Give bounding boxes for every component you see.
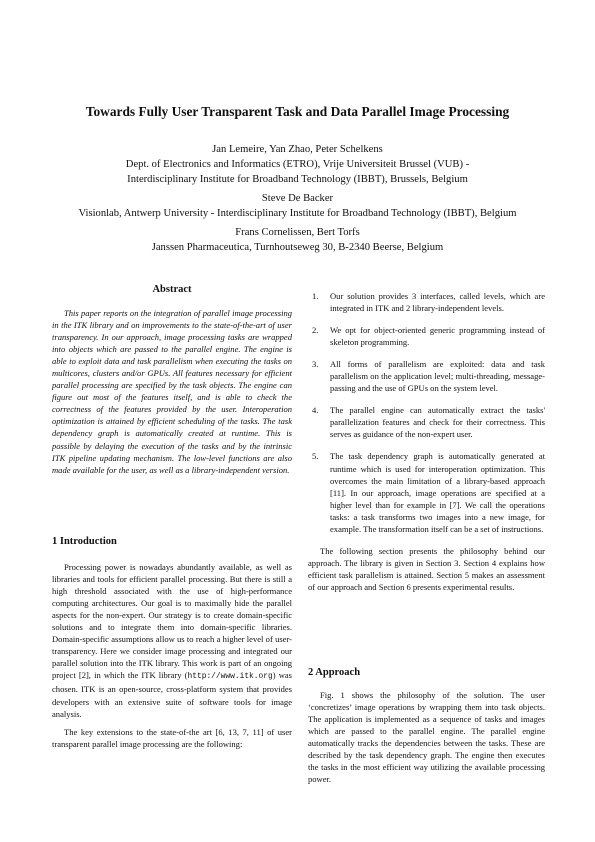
affiliation-line: Dept. of Electronics and Informatics (ETRO), Vrije Universiteit Brussel (VUB) - — [125, 159, 470, 170]
list-item-number: 4. — [312, 405, 319, 416]
intro-text: Processing power is nowadays abundantly available, as well as libraries and tools for efficient parallel processing. But there is still a high threshold associated with the use of high-performance computing architectures. Our goal is to maximally hide the parallel aspects for the non-expert. Our strategy is to create domain-specific solutions and to integrate them into domain-specific libraries. Domain-specific assumptions allow us to reach a higher level of user-transparency. Here we consider image processing and integrated our parallel solution into the ITK library. This work is part of an ongoing project [2], in which the ITK library ( — [52, 562, 292, 681]
list-item-text: The task dependency graph is automatically generated at runtime which is used for interoperation optimization. This overcomes the main limitation of a library-based approach [11]. In our approach, image operations are specified at a higher level than for example in [7]. We call the operations tasks: a task transforms two images into a new image, for example. The transformation itself can be a set of instructions. — [330, 451, 545, 534]
list-item-text: Our solution provides 3 interfaces, called levels, which are integrated in ITK and 2 library-independent levels. — [330, 291, 545, 314]
paper-title: Towards Fully User Transparent Task and Data Parallel Image Processing — [85, 104, 510, 119]
approach-paragraph: Fig. 1 shows the philosophy of the solution. The user ‘concretizes’ image operations by wrapping them into task objects. The application is implemented as a sequence of tasks and images which are passed to the parallel engine. The parallel engine automatically tracks the dependencies between the tasks. These are described by the task dependency graph. The engine then executes the tasks in the most efficient way utilizing the available processing power. — [308, 690, 545, 785]
list-item-text: We opt for object-oriented generic programming instead of skeleton programming. — [330, 325, 545, 348]
contribution-list-column — [308, 290, 545, 593]
introduction-body — [52, 561, 292, 750]
abstract-text: This paper reports on the integration of parallel image processing in the ITK library and on improvements to the state-of-the-art of user transparency. In our approach, image processing tasks are wrapped into objects which are passed to the parallel engine. The engine is able to exploit data and task parallelism when executing the tasks on multicores, clusters and/or GPUs. All features necessary for efficient parallel processing are specified by the task objects. The engine can figure out most of the features itself, and is able to check the correctness of the features provided by the user. Interoperation optimization is attained by efficient scheduling of the tasks. The task dependency graph is automatically created at runtime. This is possible by delaying the execution of the tasks and by the intrinsic ITK pipeline updating mechanism. The low-level functions are also made available for the user, as well as a library-independent version. — [52, 308, 292, 475]
author-line: Steve De Backer — [261, 193, 334, 204]
list-item-text: The parallel engine can automatically extract the tasks' parallelization features and check for their correctness. This serves as guidance of the non-expert user. — [330, 405, 545, 440]
itk-url-link[interactable]: http://www.itk.org — [187, 672, 273, 682]
affiliation-line: Interdisciplinary Institute for Broadband Technology (IBBT), Brussels, Belgium — [127, 174, 468, 185]
list-item-text: All forms of parallelism are exploited: data and task parallelism on the application level; multi-threading, message-passing and the use of GPUs on the system level. — [330, 359, 545, 394]
list-item-number: 5. — [312, 451, 319, 462]
author-line: Jan Lemeire, Yan Zhao, Peter Schelkens — [212, 144, 383, 155]
approach-body — [308, 689, 545, 785]
intro-paragraph-2: The key extensions to the state-of-the art [6, 13, 7, 11] of user transparent parallel image processing are the following: — [52, 726, 292, 749]
list-item — [308, 450, 545, 534]
list-item — [308, 324, 545, 348]
overview-paragraph: The following section presents the philosophy behind our approach. The library is given in Section 3. Section 4 explains how efficient task parallelism is attained. Section 5 makes an assessment of our approach and Section 6 presents experimental results. — [308, 545, 545, 592]
list-item — [308, 290, 545, 314]
section-heading-approach: 2 Approach — [308, 667, 361, 678]
list-item-number: 1. — [312, 291, 319, 301]
list-item — [308, 358, 545, 394]
list-item-number: 3. — [312, 359, 319, 370]
intro-text: ) was chosen. ITK is an open-source, cross-platform system that provides developers with an extensive suite of software tools for image analysis. — [52, 670, 292, 719]
abstract-heading: Abstract — [152, 284, 192, 295]
affiliation-line: Janssen Pharmaceutica, Turnhoutseweg 30, B-2340 Beerse, Belgium — [151, 242, 444, 253]
intro-paragraph-1 — [52, 561, 292, 720]
affiliation-line: Visionlab, Antwerp University - Interdisciplinary Institute for Broadband Technology (IBBT), Belgium — [78, 208, 517, 219]
list-item-number: 2. — [312, 325, 319, 336]
section-heading-introduction: 1 Introduction — [52, 536, 117, 547]
contribution-list — [308, 290, 545, 535]
author-line: Frans Cornelissen, Bert Torfs — [235, 227, 360, 238]
list-item — [308, 404, 545, 440]
